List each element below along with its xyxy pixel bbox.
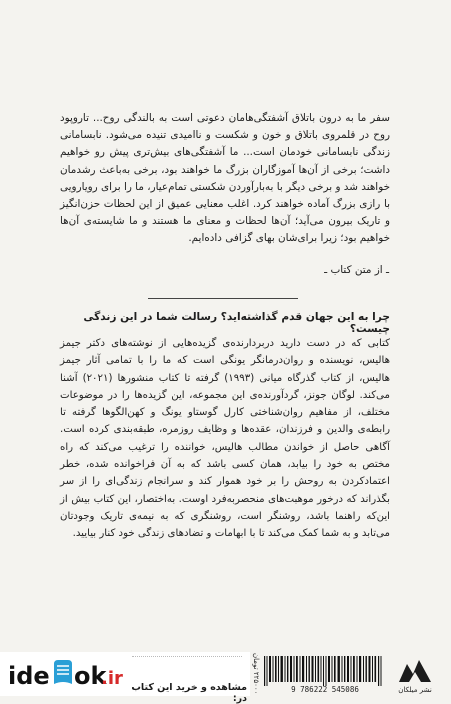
svg-text:.ir: .ir	[101, 668, 123, 689]
quote-paragraph: سفر ما به درون باتلاق آشفتگی‌هامان دعوتی است به بالندگی روح... تارو‌پود روح در قلمروی باتلاق و خون و شکست و ناامیدی تنیده می‌شود. نابسامانی زندگی نابسامانی خود‌مان است... ما آشفتگی‌های بیش‌تری پیش رو خواهیم داشت؛ برخی از آن‌ها آموزگاران بزرگ ما خواهند بود، برخی به‌باعث رشد‌مان خواهند شد و برخی دیگر با به‌بار‌آوردن شکستی تمام‌عیار، ما را برای رویارویی با رازی بزرگ آماده خواهند کرد. اغلب معنایی عمیق از این لحظات حزن‌انگیز و تاریک بیرون می‌آید؛ آن‌ها لحظات و معنای ما هستند و ما شایسته‌ی آن‌ها خواهیم بود؛ زیرا برای‌شان بهای گزافی داده‌ایم.	[60, 112, 390, 245]
book-description	[60, 335, 390, 543]
excerpt-quote	[60, 110, 390, 248]
barcode-number: 9 786222 545086	[291, 685, 359, 694]
watermark-banner[interactable]	[0, 652, 250, 704]
description-paragraph: کتابی که در دست دارید دربردارنده‌ی گزیده‌هایی از نوشته‌های دکتر جیمز هالیس، نویسنده و روان‌درمانگر یونگی است که ما را با تمامی آثار جیمز هالیس، از کتاب گذرگاه میانی (۱۹۹۳) گرفته تا کتاب منشورها (۲۰۲۱) آشنا می‌کند. لوگان جونز، گردآورنده‌ی این مجموعه، این گزیده‌ها را در موضوعات مختلف، از مفاهیم روان‌شناختی کارل گوستاو یونگ و کهن‌الگوها گرفته تا رابطه‌ی والدین و فرزندان، عقده‌ها و وظایف روزمره، طبقه‌بندی کرده است. آگاهی حاصل از خواندن مطالب هالیس، خواننده را ترغیب می‌کند که راه مختص به خود را بیابد، همان کسی باشد که به آن فراخوانده شده، خطر اعتماد‌کردن به روحش را بر خود هموار کند و سرانجام زندگی‌ای را از سر بگذراند که درخور موهبت‌های منحصربه‌فرد اوست. به‌اختصار، این کتاب بیش از این‌که راهنما باشد، روشنگر است، روشنگری که به نیمه‌ی تاریک وجودتان می‌تابد و به شما کمک می‌کند تا با ابهامات و تضادهای زندگی خود کنار بیایید.	[60, 338, 391, 540]
publisher-name: نشر میلکان	[398, 686, 432, 694]
idebook-logo	[6, 654, 126, 694]
cover-footer	[0, 648, 451, 704]
svg-text:ide: ide	[8, 662, 50, 690]
svg-text:ok: ok	[74, 662, 107, 690]
watermark-frame	[132, 656, 242, 679]
quote-source: ـ از متن کتاب ـ	[324, 264, 389, 276]
barcode	[262, 656, 388, 686]
watermark-caption: مشاهده و خرید این کتاب در:	[131, 682, 247, 704]
price-label: ۲۲۵۰۰۰ تومان	[252, 652, 260, 694]
section-divider	[148, 298, 298, 299]
section-heading: چرا به این جهان قدم گذاشته‌اید؟ رسالت شما در این زندگی چیست؟	[83, 311, 390, 335]
